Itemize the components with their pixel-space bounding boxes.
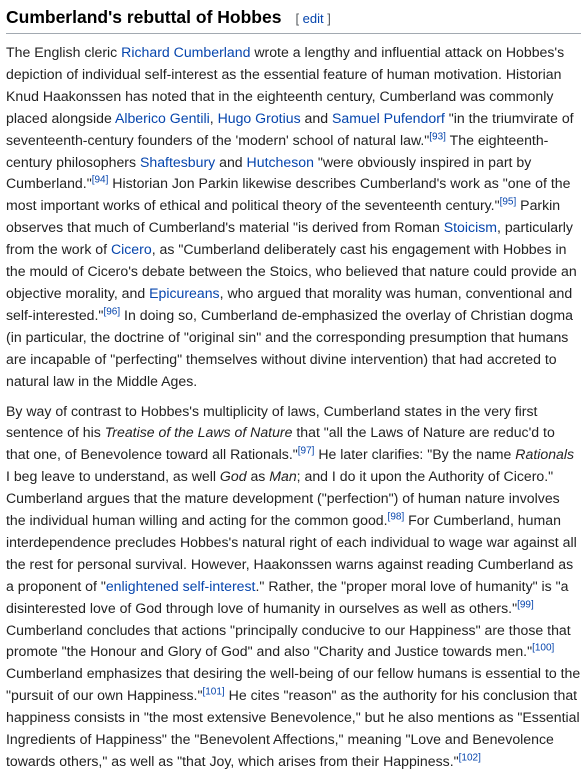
edit-link[interactable]: edit [302, 11, 324, 26]
section-header [6, 4, 581, 34]
italic-text: Man [269, 468, 297, 485]
body-text: that "all the Laws of Nature are reduc'd to that one, of Benevolence toward all Rationals." [6, 424, 555, 463]
citation-link[interactable]: [100] [532, 642, 555, 654]
edit-section [295, 11, 330, 26]
wiki-link[interactable]: Shaftesbury [139, 153, 216, 170]
body-text: For Cumberland, human interdependence precludes Hobbes's natural right of each individual to wage war against all the rest for personal survival. However, Haakonssen warns against reading Cumberland as a proponent of " [6, 512, 577, 594]
body-text: Cumberland emphasizes that desiring the well-being of our fellow humans is essential to the "pursuit of our own Happiness." [6, 665, 581, 704]
citation-ref [532, 643, 554, 654]
italic-text: Treatise of the Laws of Nature [104, 424, 293, 441]
body-text: "were obviously inspired in part by Cumberland." [6, 153, 532, 192]
citation-ref [459, 752, 481, 763]
body-text: Parkin observes that much of Cumberland's material "is derived from Roman [6, 197, 561, 236]
body-text: , particularly from the work of [6, 219, 573, 258]
citation-link[interactable]: [96] [103, 306, 121, 318]
citation-ref [517, 599, 534, 610]
citation-link[interactable]: [97] [297, 445, 315, 457]
wiki-link[interactable]: Alberico Gentili [114, 109, 210, 126]
body-text: "in the triumvirate of seventeenth-century founders of the 'modern' school of natural law." [6, 109, 574, 148]
wiki-link[interactable]: Cicero [110, 241, 152, 258]
citation-link[interactable]: [101] [202, 686, 225, 698]
body-text: Cumberland concludes that actions "principally conducive to our Happiness" are those that promote "the Honour and Glory of God" and also "Charity and Justice towards men." [6, 621, 571, 660]
body-text: , who argued that morality was human, conventional and self-interested." [6, 284, 573, 323]
edit-bracket-close: ] [323, 11, 331, 26]
citation-link[interactable]: [95] [499, 196, 517, 208]
body-text: The English cleric [6, 44, 122, 60]
body-text: I beg leave to understand, as well [6, 468, 220, 485]
body-text: , [209, 109, 218, 126]
citation-ref [92, 175, 109, 186]
wiki-link[interactable]: Hugo Grotius [217, 109, 301, 126]
wiki-link[interactable]: Samuel Pufendorf [331, 109, 445, 126]
body-text: Historian Jon Parkin likewise describes Cumberland's work as "one of the most important works of ethical and political theory of the seventeenth century." [6, 175, 571, 214]
body-text: By way of contrast to Hobbes's multiplicity of laws, Cumberland states in the very first sentence of his [6, 402, 538, 441]
citation-ref [500, 197, 517, 208]
wiki-link[interactable]: Epicureans [149, 284, 220, 301]
citation-link[interactable]: [99] [517, 598, 534, 610]
body-text: ." Rather, the "proper moral love of humanity" is "a disinterested love of God through love of humanity in ourselves as well as others." [6, 577, 569, 616]
body-text: In doing so, Cumberland de-emphasized the overlay of Christian dogma (in particular, the doctrine of "original sin" and the corresponding presumption that humans are incapable of "perfecting" themselves without divine intervention) that had accreted to natural law in the Middle Ages. [6, 306, 573, 389]
paragraph [6, 401, 581, 773]
citation-ref [202, 687, 224, 698]
body-text: , as "Cumberland deliberately cast his engagement with Hobbes in the mould of Cicero's debate between the Stoics, who believed that nature could provide an objective morality, and [6, 241, 577, 301]
citation-link[interactable]: [94] [91, 174, 109, 186]
wiki-link[interactable]: Hutcheson [246, 153, 314, 170]
citation-link[interactable]: [93] [429, 130, 446, 142]
paragraph [6, 42, 581, 393]
body-text: and [300, 109, 332, 126]
body-text: The eighteenth-century philosophers [6, 131, 549, 170]
body-text: He cites "reason" as the authority for his conclusion that happiness consists in "the most extensive Benevolence," but he also mentions as "Essential Ingredients of Happiness" the "Benevolent Affections," meaning "Love and Benevolence towards others," as well as "that Joy, which arises from their Happiness." [6, 687, 580, 769]
citation-ref [298, 446, 315, 457]
wiki-link[interactable]: Stoicism [443, 219, 497, 236]
body-text: wrote a lengthy and influential attack on Hobbes's depiction of individual self-interest as the essential feature of human motivation. Historian Knud Haakonssen has noted that in the eighteenth century, Cumberland was commonly placed alongside [6, 44, 565, 126]
citation-ref [429, 131, 446, 142]
italic-text: God [219, 468, 247, 485]
body-text: as [246, 468, 270, 485]
body-text: and [215, 153, 247, 170]
section-heading: Cumberland's rebuttal of Hobbes [6, 7, 282, 27]
wiki-link[interactable]: Richard Cumberland [121, 44, 251, 60]
citation-link[interactable]: [98] [387, 511, 405, 523]
italic-text: Rationals [515, 446, 575, 463]
wiki-link[interactable]: enlightened self-interest [105, 577, 256, 594]
citation-ref [388, 511, 405, 522]
citation-link[interactable]: [102] [458, 752, 481, 764]
body-text: ; and I do it upon the Authority of Cicero." Cumberland argues that the mature development ("perfection") of human nature involves the individual human willing and acting for the common good. [6, 468, 560, 529]
edit-bracket-open: [ [295, 11, 303, 26]
citation-ref [103, 306, 120, 317]
body-text: He later clarifies: "By the name [314, 446, 516, 463]
